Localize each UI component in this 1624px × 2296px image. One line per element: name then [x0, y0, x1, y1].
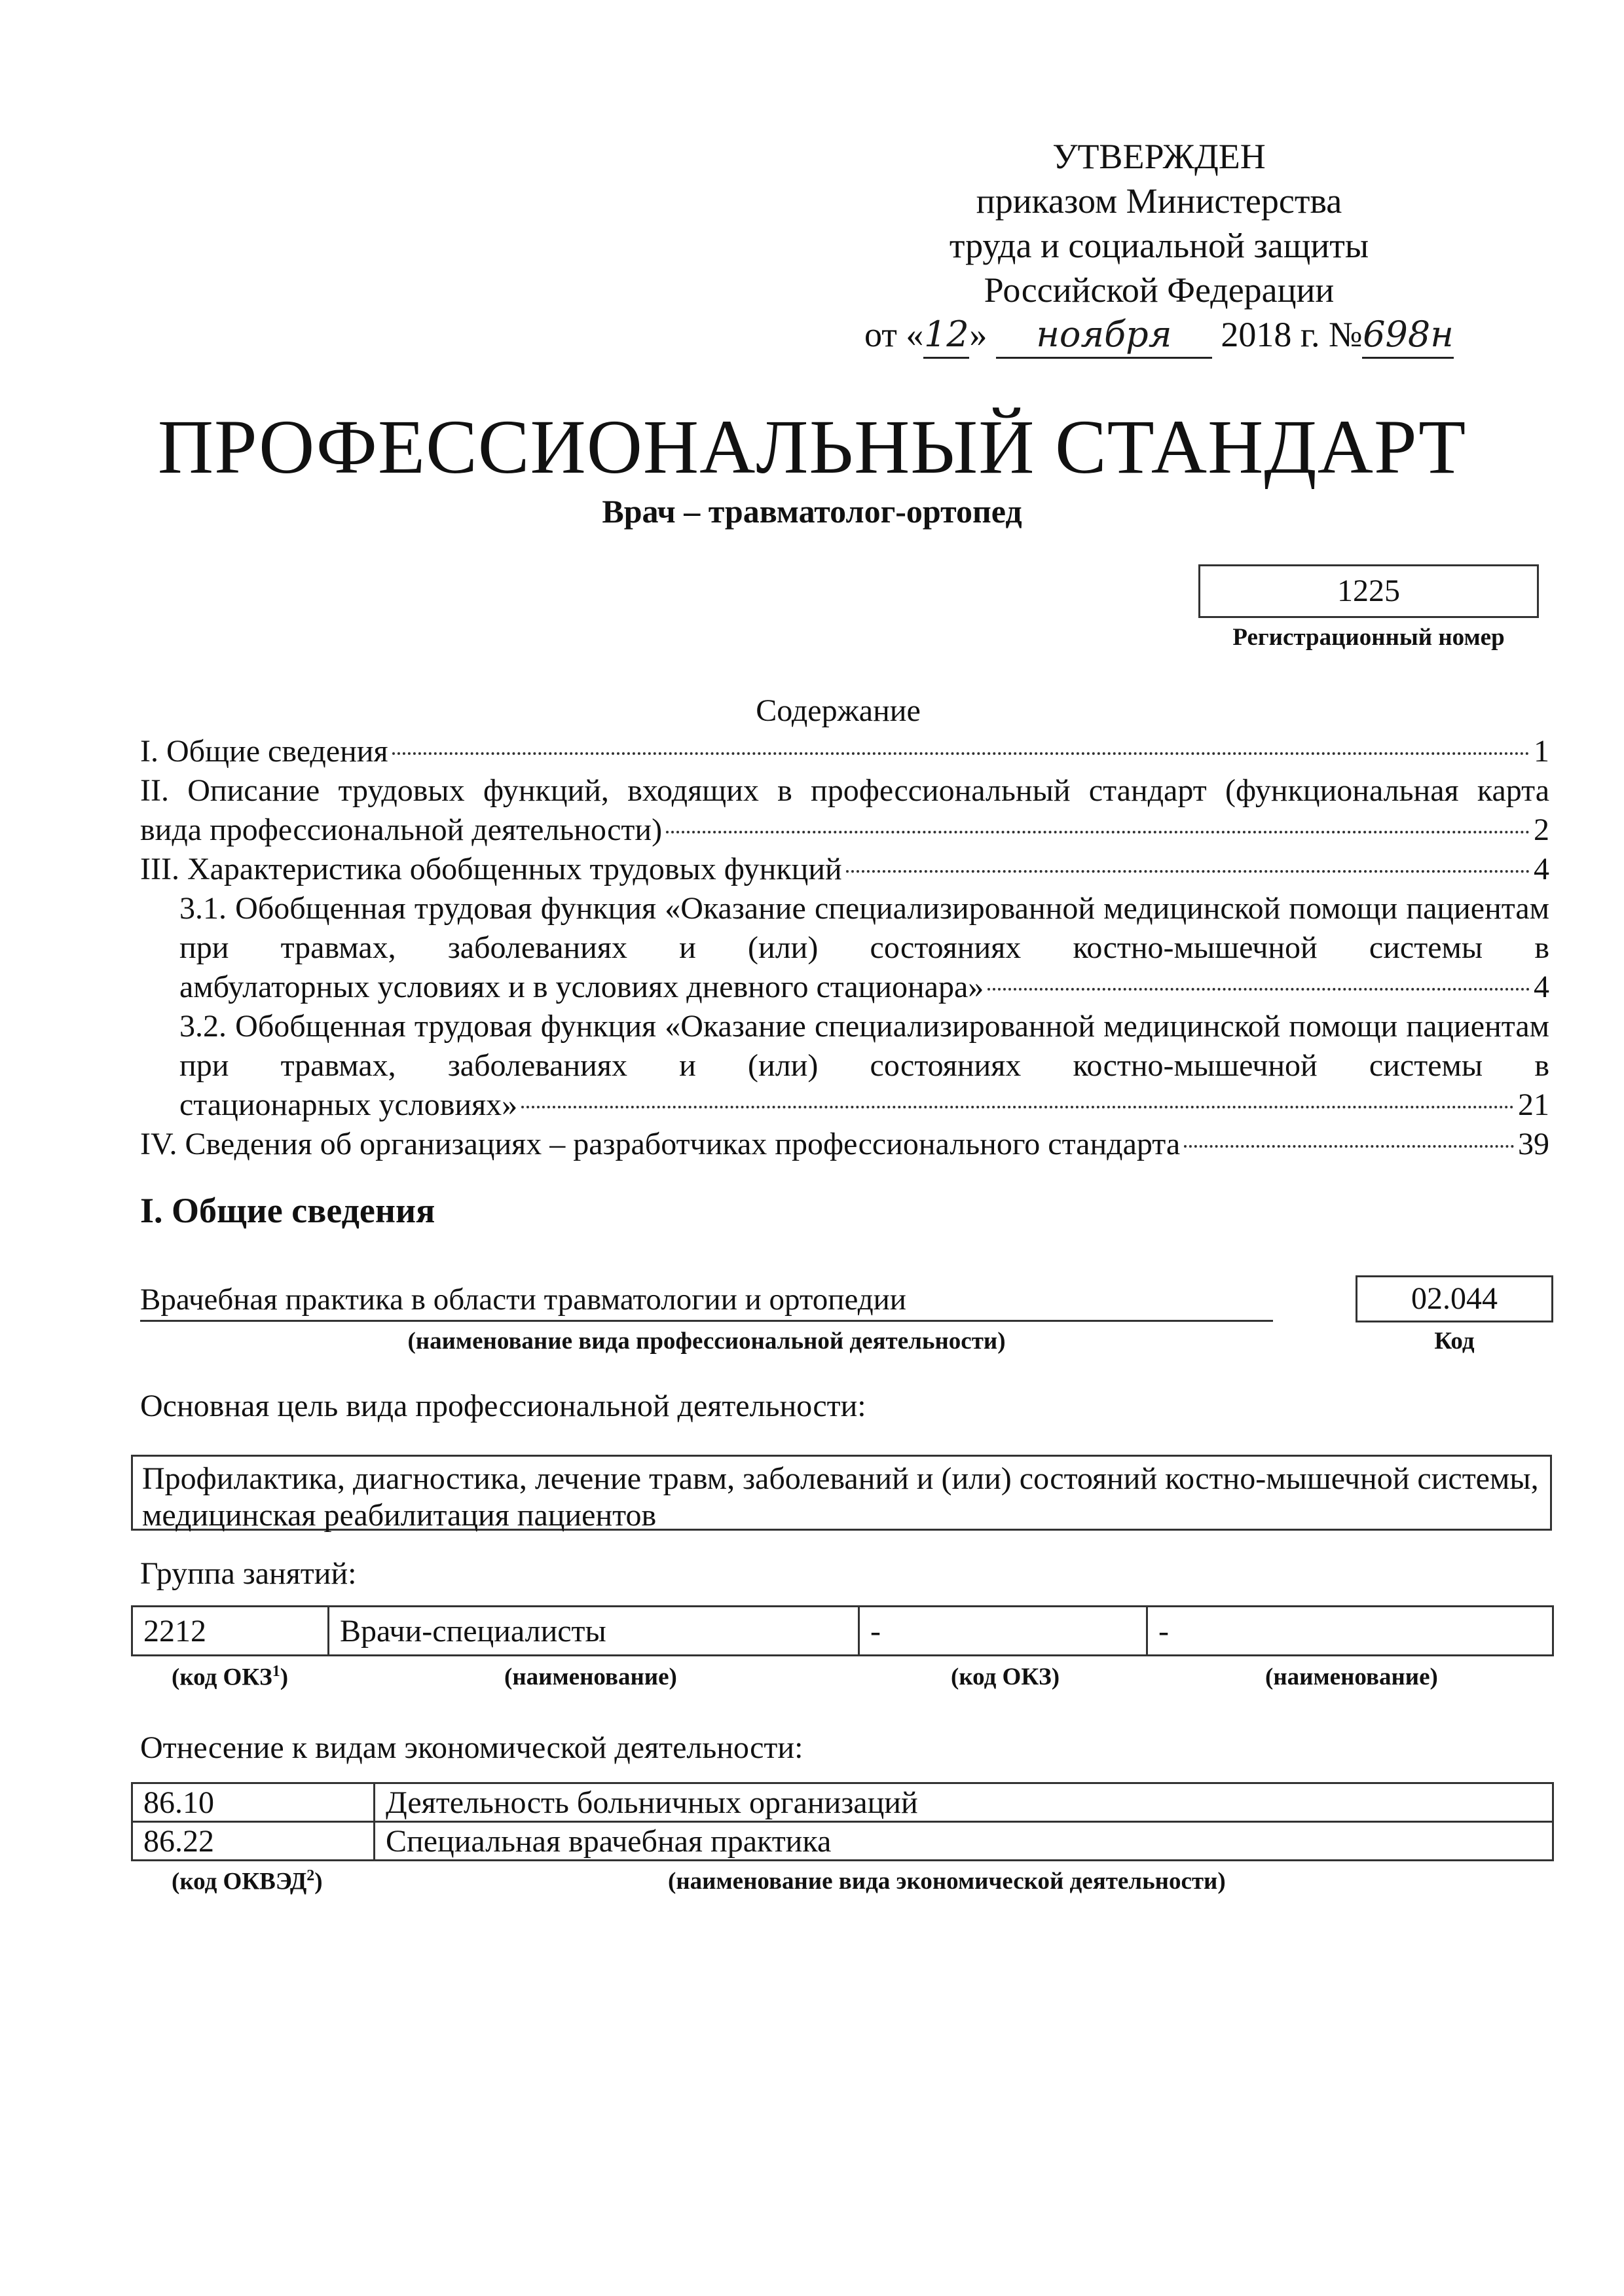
okved-code-caption: (код ОКВЭД$^2$)	[172, 1867, 323, 1895]
okz-code-caption-2: (код ОКЗ)	[951, 1664, 1060, 1690]
okved-code-cell: 86.10	[132, 1783, 375, 1822]
document-subtitle: Врач – травматолог-ортопед	[602, 493, 1022, 530]
date-year: 2018 г. №	[1221, 315, 1363, 354]
dot-leader	[392, 752, 1530, 755]
registration-label: Регистрационный номер	[1232, 624, 1505, 651]
approval-line-2: приказом Министерства	[976, 181, 1342, 221]
approval-line-1: УТВЕРЖДЕН	[1052, 137, 1266, 176]
toc-item-text: IV. Сведения об организациях – разработчиках профессионального стандарта	[140, 1127, 1181, 1161]
date-month: ноября	[996, 312, 1212, 359]
okved-code-cell: 86.22	[132, 1822, 375, 1861]
activity-code-box: 02.044	[1356, 1275, 1553, 1322]
table-row	[132, 1822, 1553, 1861]
table-of-contents	[140, 732, 1549, 1164]
economic-activity-table	[131, 1782, 1554, 1861]
okz-name-cell: Врачи-специалисты	[329, 1607, 859, 1656]
toc-item-text-cont: амбулаторных условиях и в условиях дневного стационара»	[179, 970, 984, 1004]
toc-page: 21	[1518, 1087, 1549, 1122]
toc-item-text-cont: вида профессиональной деятельности)	[140, 812, 663, 847]
toc-item-1[interactable]	[140, 732, 1549, 771]
econ-label: Отнесение к видам экономической деятельности:	[140, 1730, 803, 1765]
toc-page: 4	[1534, 852, 1549, 886]
toc-page: 1	[1534, 734, 1549, 769]
toc-item-3[interactable]	[140, 850, 1549, 889]
toc-item-text-cont: стационарных условиях»	[179, 1087, 518, 1122]
dot-leader	[1184, 1145, 1514, 1148]
registration-number-box: 1225	[1198, 564, 1539, 618]
okved-name-cell: Специальная врачебная практика	[375, 1822, 1553, 1861]
date-mid: »	[969, 315, 987, 354]
dot-leader	[666, 831, 1530, 833]
approval-date-line	[864, 312, 1454, 359]
toc-item-text: I. Общие сведения	[140, 734, 388, 769]
document-title: ПРОФЕССИОНАЛЬНЫЙ СТАНДАРТ	[157, 404, 1467, 490]
purpose-box: Профилактика, диагностика, лечение травм, заболеваний и (или) состояний костно-мышечной системы, медицинская реабилитация пациентов	[131, 1455, 1552, 1531]
okz-code-caption: (код ОКЗ$^1$)	[172, 1663, 289, 1691]
toc-item-3-2[interactable]	[140, 1007, 1549, 1125]
purpose-label: Основная цель вида профессиональной деятельности:	[140, 1389, 866, 1423]
dot-leader	[846, 870, 1530, 873]
table-row	[132, 1783, 1553, 1822]
occupation-table	[131, 1605, 1554, 1656]
toc-page: 39	[1518, 1127, 1549, 1161]
toc-item-4[interactable]	[140, 1125, 1549, 1164]
toc-item-text: 3.2. Обобщенная трудовая функция «Оказание специализированной медицинской помощи пациентам при травмах, заболеваниях и (или) состояниях костно-мышечной системы в	[179, 1009, 1549, 1083]
toc-item-text: II. Описание трудовых функций, входящих в профессиональный стандарт (функциональная карта	[140, 773, 1549, 808]
approval-line-3: труда и социальной защиты	[949, 226, 1369, 265]
code-caption: Код	[1434, 1328, 1475, 1355]
toc-title: Содержание	[756, 693, 921, 728]
activity-caption: (наименование вида профессиональной деятельности)	[407, 1328, 1006, 1355]
okved-name-caption: (наименование вида экономической деятельности)	[668, 1868, 1226, 1895]
okz-name-caption: (наименование)	[504, 1664, 677, 1690]
approval-block	[864, 134, 1454, 359]
dot-leader	[987, 988, 1530, 991]
table-row	[132, 1607, 1553, 1656]
toc-item-3-1[interactable]	[140, 889, 1549, 1007]
toc-item-2[interactable]	[140, 771, 1549, 850]
group-label: Группа занятий:	[140, 1556, 357, 1591]
dot-leader	[521, 1106, 1514, 1108]
okz-name-cell-2: -	[1147, 1607, 1553, 1656]
okved-name-cell: Деятельность больничных организаций	[375, 1783, 1553, 1822]
section-heading: I. Общие сведения	[140, 1191, 435, 1230]
order-number: 698н	[1362, 312, 1454, 359]
okz-name-caption-2: (наименование)	[1265, 1664, 1438, 1690]
toc-page: 4	[1534, 970, 1549, 1004]
date-prefix: от «	[864, 315, 924, 354]
toc-page: 2	[1534, 812, 1549, 847]
date-day: 12	[923, 312, 969, 359]
activity-name: Врачебная практика в области травматологии и ортопедии	[140, 1282, 1273, 1322]
okz-code-cell: 2212	[132, 1607, 329, 1656]
toc-item-text: 3.1. Обобщенная трудовая функция «Оказание специализированной медицинской помощи пациентам при травмах, заболеваниях и (или) состояниях костно-мышечной системы в	[179, 891, 1549, 965]
toc-item-text: III. Характеристика обобщенных трудовых функций	[140, 852, 842, 886]
okz-code-cell-2: -	[859, 1607, 1147, 1656]
approval-line-4: Российской Федерации	[984, 270, 1335, 310]
